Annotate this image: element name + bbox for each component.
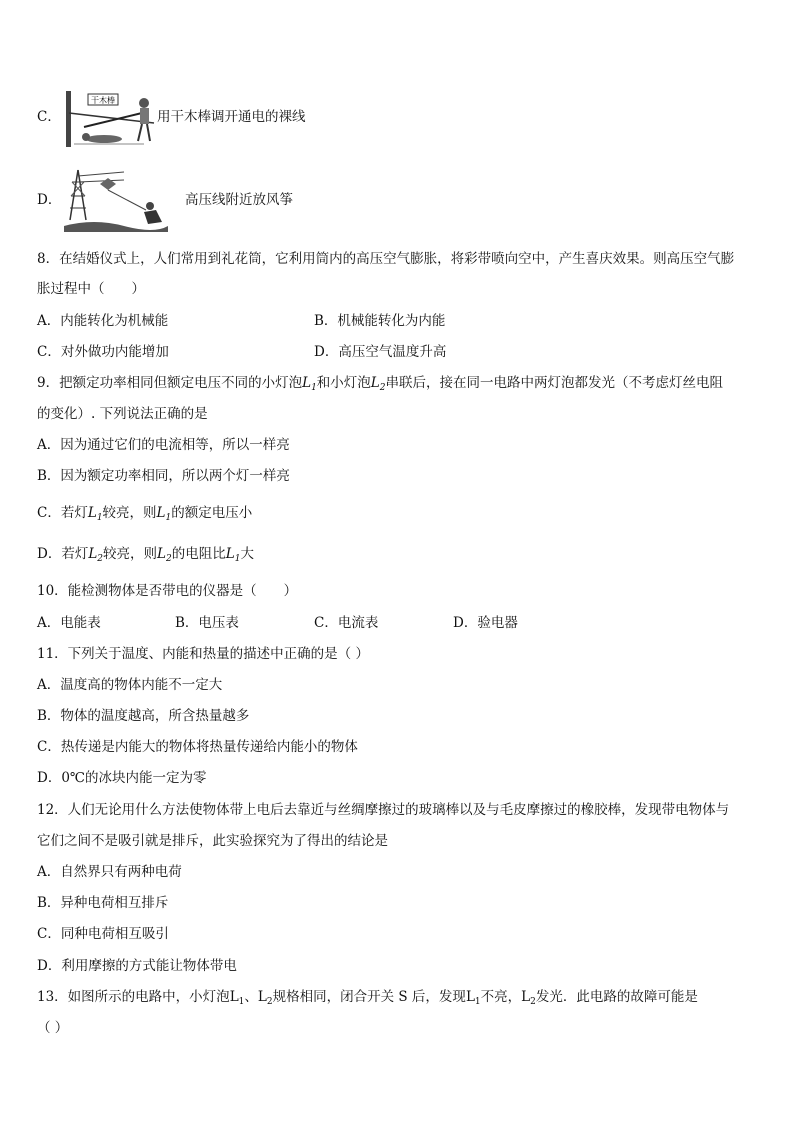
- q9-l2: $L_2$: [370, 375, 386, 393]
- q13-stem-line1: 13．如图所示的电路中，小灯泡$L_1$、$L_2$规格相同，闭合开关 S 后，发现$L_1$不亮，$L_2$发光．此电路的故障可能是: [37, 989, 698, 1007]
- q7-option-c-image: [64, 91, 156, 147]
- q7-option-d-text: 高压线附近放风筝: [185, 192, 293, 208]
- q8-stem-line1: 8．在结婚仪式上，人们常用到礼花筒，它利用筒内的高压空气膨胀，将彩带喷向空中，产生喜庆效果。则高压空气膨: [37, 251, 735, 267]
- q12-option-a: A．自然界只有两种电荷: [37, 864, 182, 880]
- q9-option-c: C．若灯$L_1$较亮，则$L_1$的额定电压小: [37, 505, 253, 523]
- q10-option-b: B．电压表: [175, 615, 239, 631]
- q12-option-c: C．同种电荷相互吸引: [37, 926, 169, 942]
- q9-l1: $L_1$: [302, 375, 317, 393]
- q9-stem-line1: [37, 374, 723, 392]
- q8-option-b: B．机械能转化为内能: [314, 313, 446, 329]
- q8-option-a: A．内能转化为机械能: [37, 313, 169, 329]
- q11-option-b: B．物体的温度越高，所含热量越多: [37, 708, 250, 724]
- q11-stem: 11．下列关于温度、内能和热量的描述中正确的是（ ）: [37, 646, 369, 662]
- q11-option-d: D．0℃的冰块内能一定为零: [37, 770, 207, 786]
- q7-c-image-label: 干木棒: [91, 96, 115, 105]
- q9-stem-part1: 9．把额定功率相同但额定电压不同的小灯泡: [37, 375, 303, 391]
- q7-option-d-letter: D．: [37, 192, 62, 208]
- q8-option-d: D．高压空气温度升高: [314, 344, 447, 360]
- q9-option-b: B．因为额定功率相同，所以两个灯一样亮: [37, 468, 290, 484]
- q12-option-b: B．异种电荷相互排斥: [37, 895, 169, 911]
- q7-option-d-image: [64, 168, 168, 232]
- q11-option-c: C．热传递是内能大的物体将热量传递给内能小的物体: [37, 739, 358, 755]
- q10-option-c: C．电流表: [314, 615, 379, 631]
- q9-stem-line2: 的变化）. 下列说法正确的是: [37, 406, 208, 422]
- q13-stem-line2: （ ）: [37, 1020, 69, 1036]
- q9-option-a: A．因为通过它们的电流相等，所以一样亮: [37, 437, 290, 453]
- q10-stem: 10．能检测物体是否带电的仪器是（ ）: [37, 583, 298, 599]
- q9-stem-part2: 和小灯泡: [316, 375, 371, 391]
- q10-option-a: A．电能表: [37, 615, 101, 631]
- q12-stem-line1: 12．人们无论用什么方法使物体带上电后去靠近与丝绸摩擦过的玻璃棒以及与毛皮摩擦过的橡胶棒，发现带电物体与: [37, 802, 730, 818]
- q9-option-d: D．若灯$L_2$较亮，则$L_2$的电阻比$L_1$大: [37, 546, 254, 564]
- q8-option-c: C．对外做功内能增加: [37, 344, 169, 360]
- q12-stem-line2: 它们之间不是吸引就是排斥，此实验探究为了得出的结论是: [37, 833, 388, 849]
- q7-option-c-letter: C．: [37, 109, 61, 125]
- q7-option-c-text: 用干木棒调开通电的裸线: [157, 109, 306, 125]
- q11-option-a: A．温度高的物体内能不一定大: [37, 677, 223, 693]
- q10-option-d: D．验电器: [453, 615, 518, 631]
- q8-stem-line2: 胀过程中（ ）: [37, 281, 145, 297]
- q9-stem-part3: 串联后，接在同一电路中两灯泡都发光（不考虑灯丝电阻: [385, 375, 723, 391]
- q12-option-d: D．利用摩擦的方式能让物体带电: [37, 958, 237, 974]
